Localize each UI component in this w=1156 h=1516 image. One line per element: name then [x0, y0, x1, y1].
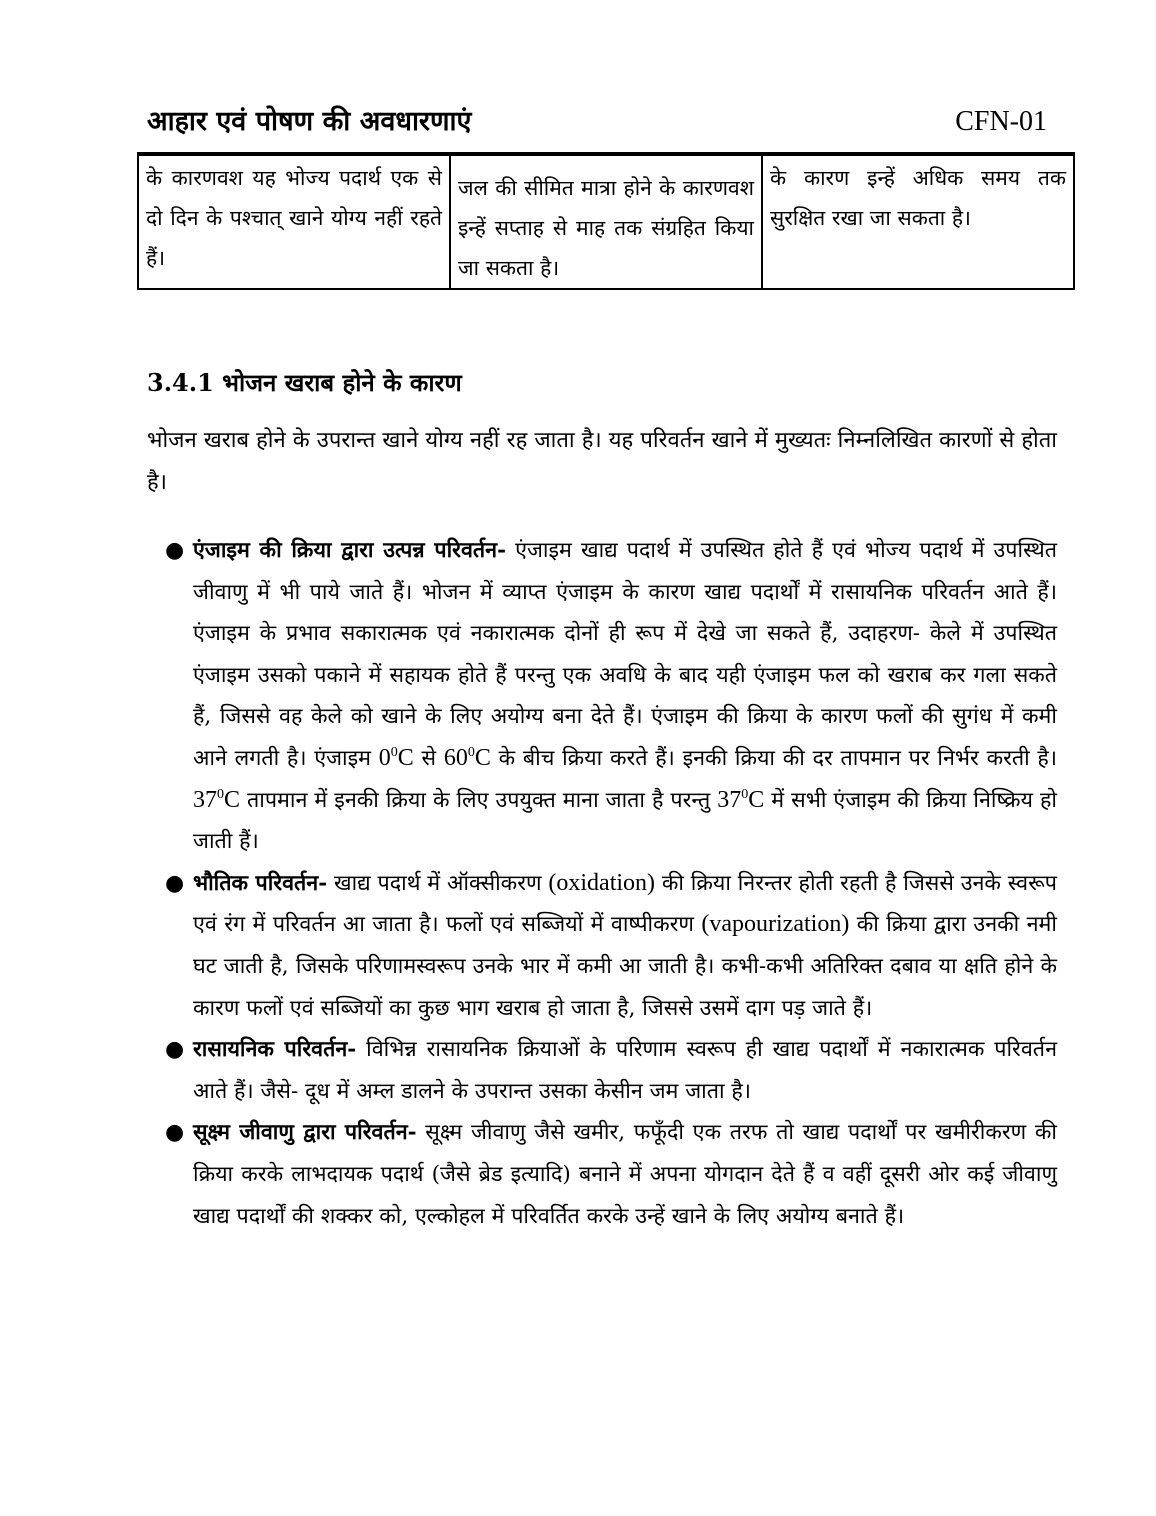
causes-list: [147, 530, 1057, 1237]
bullet-term: रासायनिक परिवर्तन-: [193, 1037, 357, 1063]
bullet-icon: ●: [165, 1037, 185, 1063]
bullet-term: सूक्ष्म जीवाणु द्वारा परिवर्तन-: [193, 1120, 417, 1146]
bullet-text: विभिन्न रासायनिक क्रियाओं के परिणाम स्वरूप ही खाद्य पदार्थों में नकारात्मक परिवर्तन आते हैं। जैसे- दूध में अम्ल डालने के उपरान्त उसका केसीन जम जाता है।: [193, 1037, 1057, 1104]
temperature-value: $37^0C$: [193, 786, 241, 813]
bullet-text: एंजाइम खाद्य पदार्थ में उपस्थित होते हैं एवं भोज्य पदार्थ में उपस्थित जीवाणु में भी पाये जाते हैं। भोजन में व्याप्त एंजाइम के कारण खाद्य पदार्थों में रासायनिक परिवर्तन आते हैं। एंजाइम के प्रभाव सकारात्मक एवं नकारात्मक दोनों ही रूप में देखे जा सकते हैं, उदाहरण- केले में उपस्थित एंजाइम उसको पकाने में सहायक होते हैं परन्तु एक अवधि के बाद यही एंजाइम फल को खराब कर गला सकते हैं, जिससे वह केले को खाने के लिए अयोग्य बना देते हैं। एंजाइम की क्रिया के कारण फलों की सुगंध में कमी आने लगती है। एंजाइम: [193, 538, 1057, 771]
bullet-icon: ●: [165, 538, 185, 563]
course-code: CFN-01: [955, 106, 1047, 137]
table-cell-3: के कारण इन्हें अधिक समय तक सुरक्षित रखा जा सकता है।: [762, 154, 1074, 289]
list-item-physical: [147, 863, 1057, 1029]
table-cell-2: जल की सीमित मात्रा होने के कारणवश इन्हें सप्ताह से माह तक संग्रहित किया जा सकता है।: [450, 154, 762, 289]
bullet-text: के बीच क्रिया करते हैं। इनकी क्रिया की दर तापमान पर निर्भर करती है।: [490, 745, 1058, 771]
temperature-value: $0^0C$: [378, 744, 414, 771]
english-term: (oxidation): [548, 869, 656, 896]
list-item-microbial: [147, 1112, 1057, 1237]
comparison-table: [137, 152, 1075, 290]
english-term: (vapourization): [701, 911, 850, 938]
temperature-value: $37^0C$: [717, 786, 765, 813]
section-heading: 3.4.1 भोजन खराब होने के कारण: [147, 368, 462, 397]
table-cell-1: के कारणवश यह भोज्य पदार्थ एक से दो दिन के पश्चात् खाने योग्य नहीं रहते हैं।: [138, 154, 450, 289]
bullet-text: की क्रिया द्वारा उनकी नमी घट जाती है, जिसके परिणामस्वरूप उनके भार में कमी आ जाती है। कभी-कभी अतिरिक्त दबाव या क्षति होने के कारण फलों एवं सब्जियों का कुछ भाग खराब हो जाता है, जिससे उसमें दाग पड़ जाते हैं।: [193, 912, 1057, 1021]
bullet-text: तापमान में इनकी क्रिया के लिए उपयुक्त माना जाता है परन्तु: [240, 787, 718, 813]
table-row: [138, 154, 1074, 289]
bullet-text: से: [413, 745, 444, 771]
bullet-text: की क्रिया निरन्तर होती रहती है जिससे उनके स्वरूप एवं रंग में परिवर्तन आ जाता है। फलों एवं सब्जियों में वाष्पीकरण: [193, 870, 1058, 938]
bullet-text: सूक्ष्म जीवाणु जैसे खमीर, फफूँदी एक तरफ तो खाद्य पदार्थों पर खमीरीकरण की क्रिया करके लाभदायक पदार्थ (जैसे ब्रेड इत्यादि) बनाने में अपना योगदान देते हैं व वहीं दूसरी ओर कई जीवाणु खाद्य पदार्थों की शक्कर को, एल्कोहल में परिवर्तित करके उन्हें खाने के लिए अयोग्य बनाते हैं।: [193, 1120, 1058, 1229]
comparison-table-continued: [137, 152, 1067, 290]
list-item-chemical: [147, 1029, 1057, 1112]
intro-paragraph: भोजन खराब होने के उपरान्त खाने योग्य नहीं रह जाता है। यह परिवर्तन खाने में मुख्यतः निम्नलिखित कारणों से होता है।: [147, 428, 1057, 495]
bullet-text: खाद्य पदार्थ में ऑक्सीकरण: [327, 870, 549, 896]
list-item-enzyme: [147, 530, 1057, 863]
bullet-term: भौतिक परिवर्तन-: [193, 870, 328, 896]
bullet-text: में सभी एंजाइम की क्रिया निष्क्रिय हो जाती हैं।: [193, 787, 1058, 855]
bullet-icon: ●: [165, 870, 185, 896]
chapter-title: आहार एवं पोषण की अवधारणाएं: [147, 106, 472, 137]
temperature-value: $60^0C$: [443, 744, 491, 771]
bullet-term: एंजाइम की क्रिया द्वारा उत्पन्न परिवर्तन-: [193, 538, 507, 563]
bullet-icon: ●: [165, 1120, 185, 1146]
page-header: [147, 104, 1047, 144]
